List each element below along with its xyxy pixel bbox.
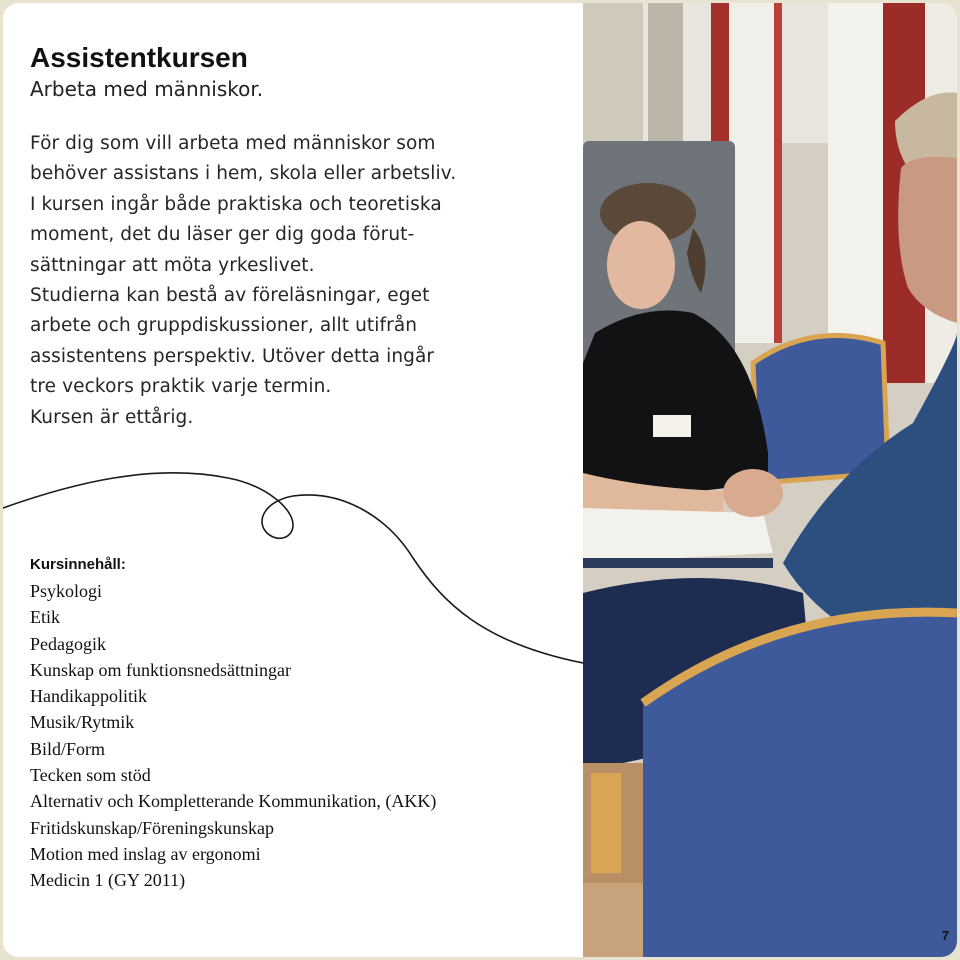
intro-line: sättningar att möta yrkeslivet. [30,254,315,276]
brochure-page [3,3,957,957]
list-item: Alternativ och Kompletterande Kommunikation, (AKK) [30,791,437,812]
classroom-photo [583,3,957,957]
intro-line: behöver assistans i hem, skola eller arbetsliv. [30,163,457,185]
list-item: Kunskap om funktionsnedsättningar [30,659,291,680]
page-number: 7 [941,928,949,943]
list-item: Musik/Rytmik [30,712,135,733]
text-column [3,3,583,957]
list-item: Pedagogik [30,633,106,654]
list-item: Medicin 1 (GY 2011) [30,870,186,891]
classroom-photo-illustration [583,3,957,957]
intro-line: För dig som vill arbeta med människor som [30,133,436,154]
intro-paragraph [30,129,456,433]
list-item: Tecken som stöd [30,765,151,786]
intro-line: tre veckors praktik varje termin. [30,376,332,398]
list-item: Etik [30,607,60,628]
intro-line: arbete och gruppdiskussioner, allt utifrån [30,315,418,337]
list-item: Handikappolitik [30,686,147,707]
intro-line: Kursen är ettårig. [30,406,194,428]
intro-line: I kursen ingår både praktiska och teoretiska [30,193,442,215]
contents-list [30,578,436,894]
page-title: Assistentkursen [30,42,248,73]
list-item: Bild/Form [30,738,106,759]
intro-line: moment, det du läser ger dig goda förut- [30,224,415,246]
intro-line: assistentens perspektiv. Utöver detta ingår [30,345,435,367]
contents-heading: Kursinnehåll: [30,556,126,573]
list-item: Fritidskunskap/Föreningskunskap [30,817,275,838]
list-item: Motion med inslag av ergonomi [30,843,261,864]
page-subtitle: Arbeta med människor. [30,77,264,101]
intro-line: Studierna kan bestå av föreläsningar, eget [30,285,430,307]
list-item: Psykologi [30,581,103,601]
